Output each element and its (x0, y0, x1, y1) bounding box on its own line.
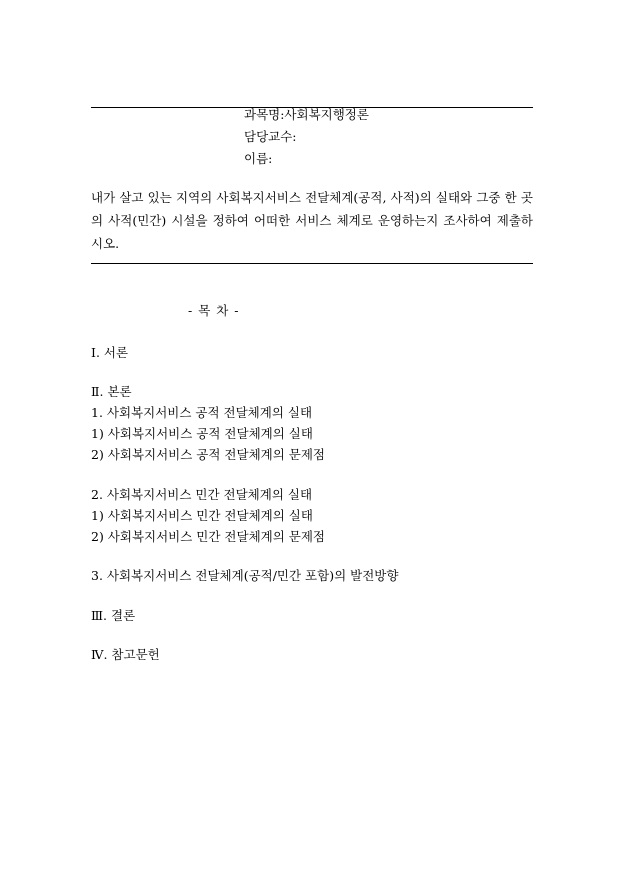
toc-body-3: 3. 사회복지서비스 전달체계(공적/민간 포함)의 발전방향 (91, 568, 399, 583)
toc-body-1: 1. 사회복지서비스 공적 전달체계의 실태 (91, 405, 313, 420)
toc-body-2-1: 1) 사회복지서비스 민간 전달체계의 실태 (91, 508, 313, 523)
toc-body: Ⅱ. 본론 (91, 384, 132, 399)
bottom-divider (91, 263, 533, 264)
toc-body-2: 2. 사회복지서비스 민간 전달체계의 실태 (91, 487, 313, 502)
toc-body-1-1: 1) 사회복지서비스 공적 전달체계의 실태 (91, 426, 313, 441)
professor-field: 담당교수: (244, 129, 297, 144)
header-info (244, 104, 369, 170)
course-name: 과목명:사회복지행정론 (244, 107, 369, 122)
assignment-prompt: 내가 살고 있는 지역의 사회복지서비스 전달체계(공적, 사적)의 실태와 그중 한 곳의 사적(민간) 시설을 정하여 어떠한 서비스 체계로 운영하는지 조사하여 제출하시오. (91, 190, 533, 251)
toc-body-2-2: 2) 사회복지서비스 민간 전달체계의 문제점 (91, 529, 325, 544)
toc-title: - 목 차 - (188, 303, 240, 318)
toc-intro: Ⅰ. 서론 (91, 345, 129, 360)
toc-references: Ⅳ. 참고문헌 (91, 647, 160, 662)
toc-body-1-2: 2) 사회복지서비스 공적 전달체계의 문제점 (91, 447, 325, 462)
student-name-field: 이름: (244, 151, 273, 166)
toc-conclusion: Ⅲ. 결론 (91, 608, 136, 623)
